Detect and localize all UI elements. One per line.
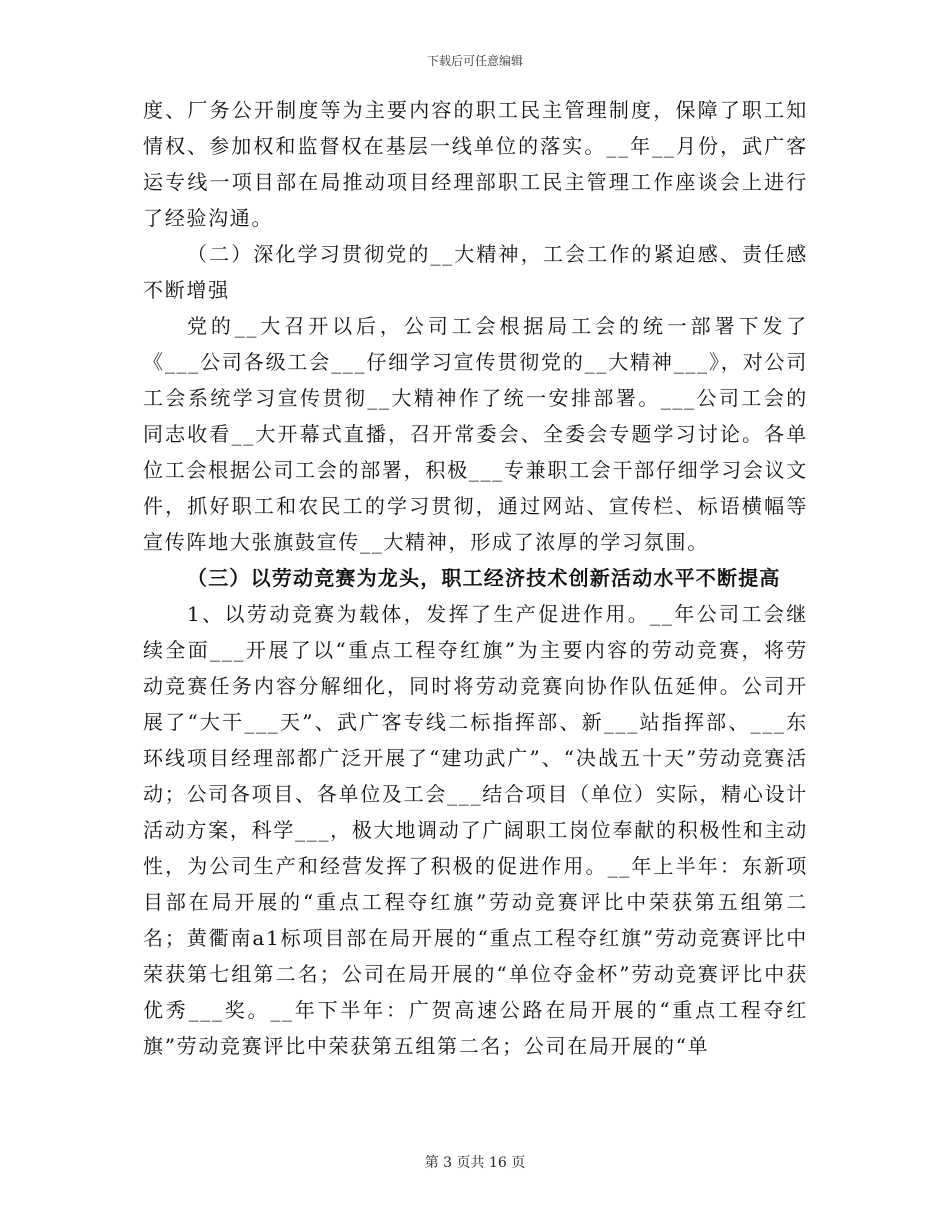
section-heading-3: （三）以劳动竞赛为龙头，职工经济技术创新活动水平不断提高 — [187, 566, 781, 590]
paragraph-study: 党的__大召开以后，公司工会根据局工会的统一部署下发了《___公司各级工会___仔细学习宣传贯彻党的__大精神___》，对公司工会系统学习宣传贯彻__大精神作了统一安排部署。___公司工会的同志收看__大开幕式直播，召开常委会、全委会专题学习讨论。各单位工会根据公司工会的部署，积极___专兼职工会干部仔细学习会议文件，抓好职工和农民工的学习贯彻，通过网站、宣传栏、标语横幅等宣传阵地大张旗鼓宣传__大精神，形成了浓厚的学习氛围。 — [143, 314, 808, 554]
paragraph-labor-competition: 1、以劳动竞赛为载体，发挥了生产促进作用。__年公司工会继续全面___开展了以“重点工程夺红旗”为主要内容的劳动竞赛，将劳动竞赛任务内容分解细化，同时将劳动竞赛向协作队伍延伸。公司开展了“大干___天”、武广客专线二标指挥部、新___站指挥部、___东环线项目经理部都广泛开展了“建功武广”、“决战五十天”劳动竞赛活动；公司各项目、各单位及工会___结合项目（单位）实际，精心设计活动方案，科学___，极大地调动了广阔职工岗位奉献的积极性和主动性，为公司生产和经营发挥了积极的促进作用。__年上半年：东新项目部在局开展的“重点工程夺红旗”劳动竞赛评比中荣获第五组第二名；黄衢南a1标项目部在局开展的“重点工程夺红旗”劳动竞赛评比中荣获第七组第二名；公司在局开展的“单位夺金杯”劳动竞赛评比中获优秀___奖。__年下半年：广贺高速公路在局开展的“重点工程夺红旗”劳动竞赛评比中荣获第五组第二名；公司在局开展的“单 — [143, 602, 808, 1058]
section-heading-2: （二）深化学习贯彻党的__大精神，工会工作的紧迫感、责任感不断增强 — [143, 242, 808, 302]
document-body — [143, 92, 808, 1064]
page-footer: 第 3 页共 16 页 — [424, 1155, 526, 1171]
page-header: 下载后可任意编辑 — [426, 54, 523, 68]
paragraph-continuation: 度、厂务公开制度等为主要内容的职工民主管理制度，保障了职工知情权、参加权和监督权在基层一线单位的落实。__年__月份，武广客运专线一项目部在局推动项目经理部职工民主管理工作座谈会上进行了经验沟通。 — [143, 98, 808, 230]
